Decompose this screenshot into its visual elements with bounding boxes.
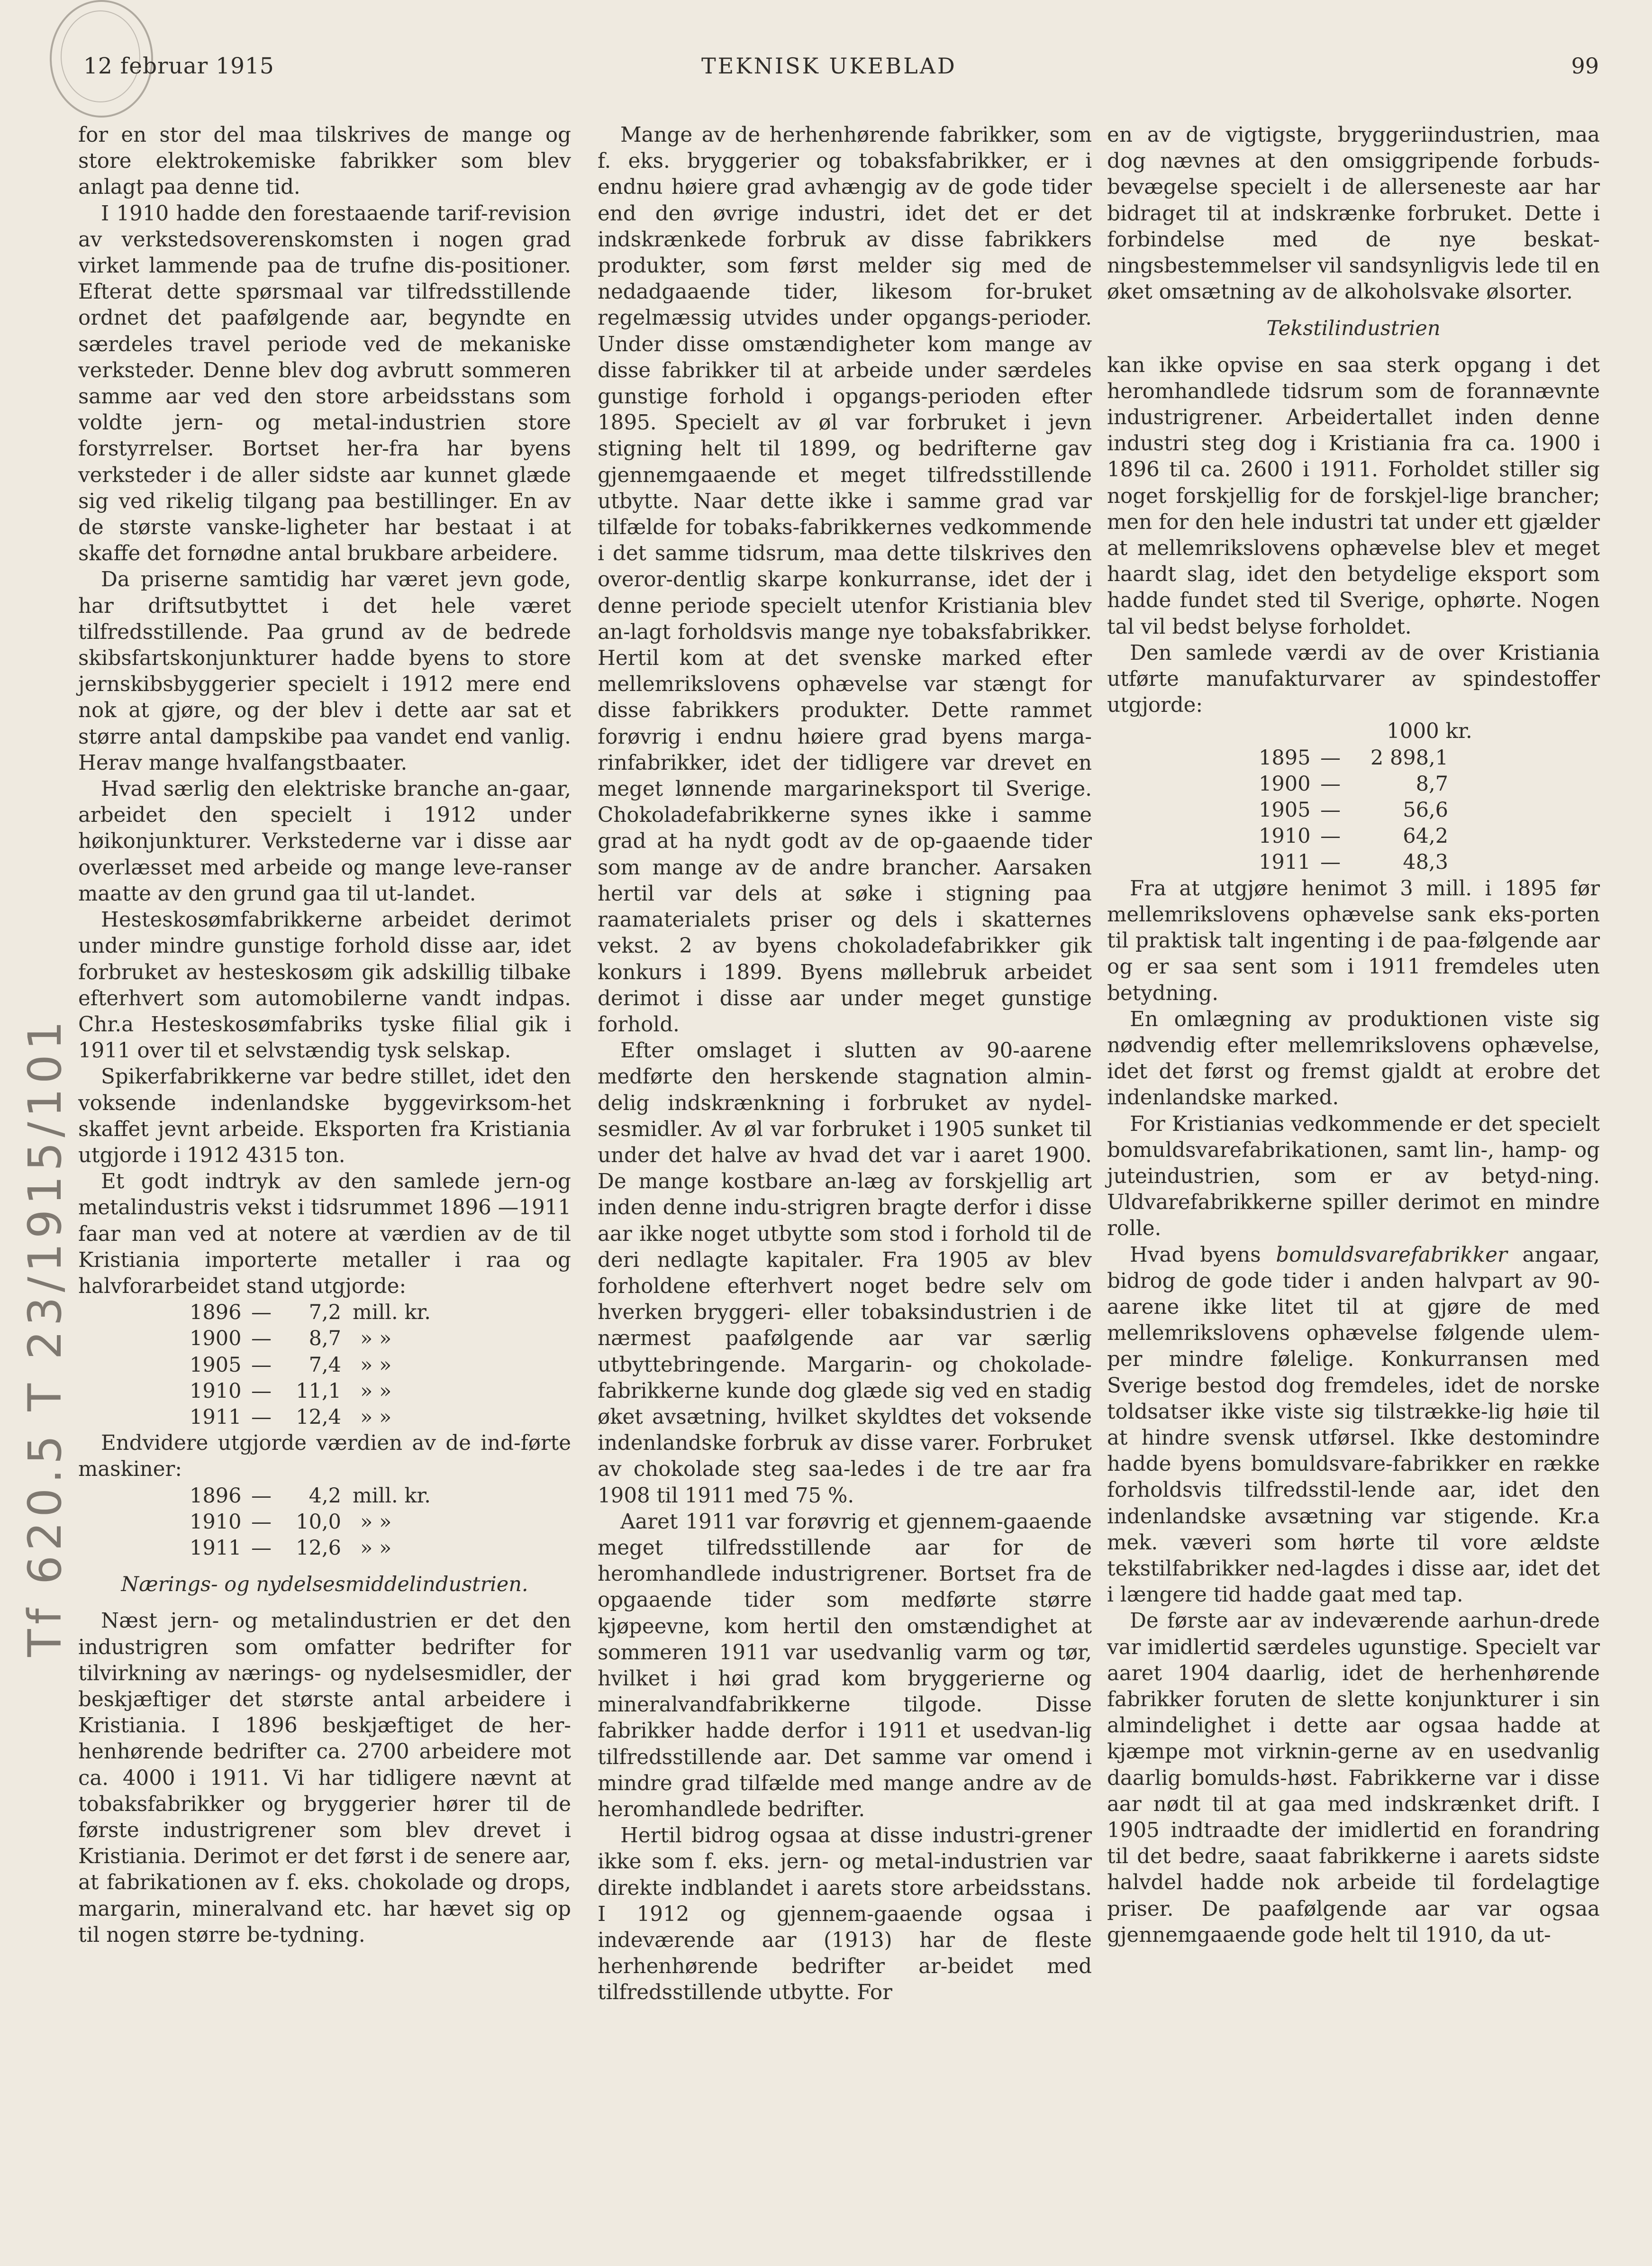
table-row: 1900 — 8,7 » » <box>190 1327 392 1351</box>
paragraph <box>1107 1242 1600 1609</box>
paragraph: De første aar av indeværende aarhun-drede var imidlertid særdeles ugunstige. Specielt var aaret 1904 daarlig, idet de herhenhørende fabrikker foruten de slette konjunkturer i sin almindelighet i dette aar ogsaa hadde at kjæmpe mot virknin-gerne av en usedvanlig daarlig bomulds-høst. Fabrikkerne var i disse aar nødt til at gaa med indskrænket drift. I 1905 indtraadte der imidlertid en forandring til det bedre, saaat fabrikkerne i aarets sidste halvdel hadde nok arbeide til fordelagtige priser. De paafølgende aar var ogsaa gjennemgaaende gode helt til 1910, da ut- <box>1107 1609 1600 1947</box>
paragraph: Endvidere utgjorde værdien av de ind-førte maskiner: <box>78 1431 571 1482</box>
paragraph: Hesteskosømfabrikkerne arbeidet derimot under mindre gunstige forhold disse aar, idet forbruket av hesteskosøm gik adskillig tilbake efterhvert som automobilerne vandt indpas. Chr.a Hesteskosømfabriks tyske filial gik i 1911 over til et selvstændig tysk selskap. <box>78 908 571 1063</box>
table-row: 1910 — 10,0 » » <box>190 1510 392 1534</box>
paragraph: for en stor del maa tilskrives de mange og store elektrokemiske fabrikker som blev anlagt paa denne tid. <box>78 123 571 200</box>
paragraph: Hvad særlig den elektriske branche an-gaar, arbeidet den specielt i 1912 under høikonjunkturer. Verkstederne var i disse aar overlæsset med arbeide og mange leve-ranser maatte av den grund gaa til ut-landet. <box>78 777 571 906</box>
table-row: 1905 — 7,4 » » <box>190 1353 392 1377</box>
column-3 <box>1107 122 1600 1948</box>
paragraph: Da priserne samtidig har været jevn gode, har driftsutbyttet i det hele været tilfredsstillende. Paa grund av de bedrede skibsfartskonjunkturer hadde byens to store jernskibsbyggerier specielt i 1912 mere end nok at gjøre, og der blev i dette aar sat et større antal dampskibe paa vandet end vanlig. Herav mange hvalfangstbaater. <box>78 568 571 775</box>
table-row: 1911 — 48,3 <box>1259 850 1448 874</box>
column-1 <box>78 122 571 1948</box>
section-heading: Tekstilindustrien <box>1266 317 1441 341</box>
margin-note-text: Tf 620.5 T 23/1915/101 <box>18 1016 72 1657</box>
paragraph: I 1910 hadde den forestaaende tarif-revision av verkstedsoverenskomsten i nogen grad virket lammende paa de trufne dis-positioner. Efterat dette spørsmaal var tilfredsstillende ordnet det paafølgende aar, begyndte en særdeles travel periode ved de mekaniske verksteder. Denne blev dog avbrutt sommeren samme aar ved den store arbeidsstans som voldte jern- og metal-industrien store forstyrrelser. Bortset her-fra har byens verksteder i de aller sidste aar kunnet glæde sig ved rikelig tilgang paa bestillinger. En av de største vanske-ligheter har bestaat i at skaffe det fornødne antal brukbare arbeidere. <box>78 201 571 566</box>
table-row: 1896 — 7,2 mill. kr. <box>190 1301 431 1325</box>
paragraph: Mange av de herhenhørende fabrikker, som f. eks. bryggerier og tobaksfabrikker, er i endnu høiere grad avhængig av de gode tider end den øvrige industri, idet det er det indskrænkede forbruk av disse fabrikkers produkter, som først melder sig med de nedadgaaende tider, likesom for-bruket regelmæssig utvides under opgangs-perioder. Under disse omstændigheter kom mange av disse fabrikker til at arbeide under særdeles gunstige forhold i opgangs-perioden efter 1895. Specielt av øl var forbruket i jevn stigning helt til 1899, og bedrifterne gav gjennemgaaende et meget tilfredsstillende utbytte. Naar dette ikke i samme grad var tilfælde for tobaks-fabrikkernes vedkommende i det samme tidsrum, maa dette tilskrives den overor-dentlig skarpe konkurranse, idet der i denne periode specielt utenfor Kristiania blev an-lagt forholdsvis mange nye tobaksfabrikker. Hertil kom at det svenske marked efter mellemrikslovens ophævelse var stængt for disse fabrikkers produkter. Dette rammet forøvrig i endnu høiere grad byens marga-rinfabrikker, idet der tidligere var drevet en meget lønnende margarineksport til Sverige. Chokoladefabrikkerne synes ikke i samme grad at ha nydt godt av de op-gaaende tider som mange av de andre brancher. Aarsaken hertil var dels at søke i stigning paa raamaterialets priser og dels i skatternes vekst. 2 av byens chokoladefabrikker gik konkurs i 1899. Byens møllebruk arbeidet derimot i disse aar under meget gunstige forhold. <box>598 123 1092 1037</box>
table-row: 1911 — 12,6 » » <box>190 1536 392 1560</box>
paragraph: Hertil bidrog ogsaa at disse industri-grener ikke som f. eks. jern- og metal-industrien var direkte indblandet i aarets store arbeidsstans. I 1912 og gjennem-gaaende ogsaa i indeværende aar (1913) har de fleste herhenhørende bedrifter ar-beidet med tilfredsstillende utbytte. For <box>598 1824 1092 2005</box>
paragraph: Aaret 1911 var forøvrig et gjennem-gaaende meget tilfredsstillende aar for de heromhandlede industrigrener. Bortset fra de opgaaende tider som medførte større kjøpeevne, kom hertil den omstændighet at sommeren 1911 var usedvanlig varm og tør, hvilket i høi grad kom bryggerierne og mineralvandfabrikkerne tilgode. Disse fabrikker hadde derfor i 1911 et usedvan-lig tilfredsstillende aar. Det samme var omend i mindre grad tilfælde med mange andre av de heromhandlede bedrifter. <box>598 1510 1092 1821</box>
table-unit-label: 1000 kr. <box>1387 719 1472 744</box>
textile-export-table <box>1259 745 1448 876</box>
paragraph: en av de vigtigste, bryggeriindustrien, maa dog nævnes at den omsiggripende forbuds-bevægelse specielt i de allerseneste aar har bidraget til at indskrænke forbruket. Dette i forbindelse med de nye beskat-ningsbestemmelser vil sandsynligvis lede til en øket omsætning av de alkoholsvake ølsorter. <box>1107 123 1600 304</box>
metal-import-table <box>190 1300 431 1430</box>
table-row: 1910 — 64,2 <box>1259 824 1448 848</box>
page-header <box>0 53 1652 86</box>
table-row: 1911 — 12,4 » » <box>190 1405 392 1429</box>
column-2 <box>598 122 1092 2006</box>
paragraph: Den samlede værdi av de over Kristiania utførte manufakturvarer av spindestoffer utgjorde: <box>1107 641 1600 718</box>
header-page-number: 99 <box>1571 53 1599 79</box>
paragraph: Fra at utgjøre henimot 3 mill. i 1895 før mellemrikslovens ophævelse sank eks-porten til praktisk talt ingenting i de paa-følgende aar og er saa sent som i 1911 fremdeles uten betydning. <box>1107 876 1600 1005</box>
header-journal-title: TEKNISK UKEBLAD <box>701 53 957 79</box>
table-row: 1905 — 56,6 <box>1259 798 1448 822</box>
paragraph: Næst jern- og metalindustrien er det den industrigren som omfatter bedrifter for tilvirkning av nærings- og nydelsesmidler, der beskjæftiger det største antal arbeidere i Kristiania. I 1896 beskjæftiget de her-henhørende bedrifter ca. 2700 arbeidere mot ca. 4000 i 1911. Vi har tidligere nævnt at tobaksfabrikker og bryggerier hører til de første industrigrener som blev drevet i Kristiania. Derimot er det først i de senere aar, at fabrikationen av f. eks. chokolade og drops, margarin, mineralvand etc. har hævet sig op til nogen større be-tydning. <box>78 1609 571 1947</box>
emphasis: bomuldsvarefabrikker <box>1276 1243 1507 1267</box>
text-run: Hvad byens <box>1130 1243 1276 1267</box>
paragraph: kan ikke opvise en saa sterk opgang i det heromhandlede tidsrum som de forannævnte industrigrener. Arbeidertallet inden denne industri steg dog i Kristiania fra ca. 1900 i 1896 til ca. 2600 i 1911. Forholdet stiller sig noget forskjellig for de forskjel-lige brancher; men for den hele industri tat under ett gjælder at mellemrikslovens ophævelse blev et meget haardt slag, idet den betydelige eksport som hadde fundet sted til Sverige, ophørte. Nogen tal vil bedst belyse forholdet. <box>1107 353 1600 639</box>
table-row: 1896 — 4,2 mill. kr. <box>190 1483 431 1508</box>
paragraph: Et godt indtryk av den samlede jern-og metalindustris vekst i tidsrummet 1896 —1911 faar man ved at notere at værdien av de til Kristiania importerte metaller i raa og halvforarbeidet stand utgjorde: <box>78 1170 571 1298</box>
paragraph: Efter omslaget i slutten av 90-aarene medførte den herskende stagnation almin-delig indskrænkning i forbruket av nydel-sesmidler. Av øl var forbruket i 1905 sunket til under det halve av hvad det var i aaret 1900. De mange kostbare an-læg av forskjellig art inden denne indu-strigren bragte derfor i disse aar ikke noget utbytte som stod i forhold til de deri nedlagte kapitaler. Fra 1905 av blev forholdene efterhvert noget bedre selv om hverken bryggeri- eller tobaksindustrien i de nærmest paafølgende aar var særlig utbyttebringende. Margarin- og chokolade-fabrikkerne kunde dog glæde sig ved en stadig øket avsætning, hvilket skyldtes det voksende indenlandske forbruk av disse varer. Forbruket av chokolade steg saa-ledes i de tre aar fra 1908 til 1911 med 75 %. <box>598 1039 1092 1508</box>
table-row: 1910 — 11,1 » » <box>190 1379 392 1403</box>
table-row: 1895 — 2 898,1 <box>1259 746 1448 770</box>
handwritten-margin-note <box>19 863 71 1811</box>
paragraph: En omlægning av produktionen viste sig nødvendig efter mellemrikslovens ophævelse, idet det først og fremst gjaldt at erobre det indenlandske marked. <box>1107 1007 1600 1110</box>
header-date: 12 februar 1915 <box>83 53 274 79</box>
paragraph: For Kristianias vedkommende er det specielt bomuldsvarefabrikationen, samt lin-, hamp- og juteindustrien, som er av betyd-ning. Uldvarefabrikkerne spiller derimot en mindre rolle. <box>1107 1112 1600 1241</box>
section-heading: Nærings- og nydelsesmiddelindustrien. <box>121 1573 528 1597</box>
table-row: 1900 — 8,7 <box>1259 772 1448 796</box>
machine-import-table <box>190 1483 431 1562</box>
paragraph: Spikerfabrikkerne var bedre stillet, idet den voksende indenlandske byggevirksom-het skaffet jevnt arbeide. Eksporten fra Kristiania utgjorde i 1912 4315 ton. <box>78 1065 571 1167</box>
text-run: angaar, bidrog de gode tider i anden halvpart av 90-aarene ikke litet til at gjøre de med mellemrikslovens ophævelse følgende ulem-per mindre følelige. Konkurransen med Sverige bestod dog fremdeles, idet de norske toldsatser ikke viste sig tilstrække-lig høie til at hindre svensk utførsel. Ikke destomindre hadde byens bomuldsvare-fabrikker en række forholdsvis tilfredsstil-lende aar, idet den indenlandske avsætning var stigende. Kr.a mek. væveri som hørte til vore ældste tekstilfabrikker ned-lagdes i disse aar, idet det i længere tid hadde gaat med tap. <box>1107 1243 1600 1607</box>
